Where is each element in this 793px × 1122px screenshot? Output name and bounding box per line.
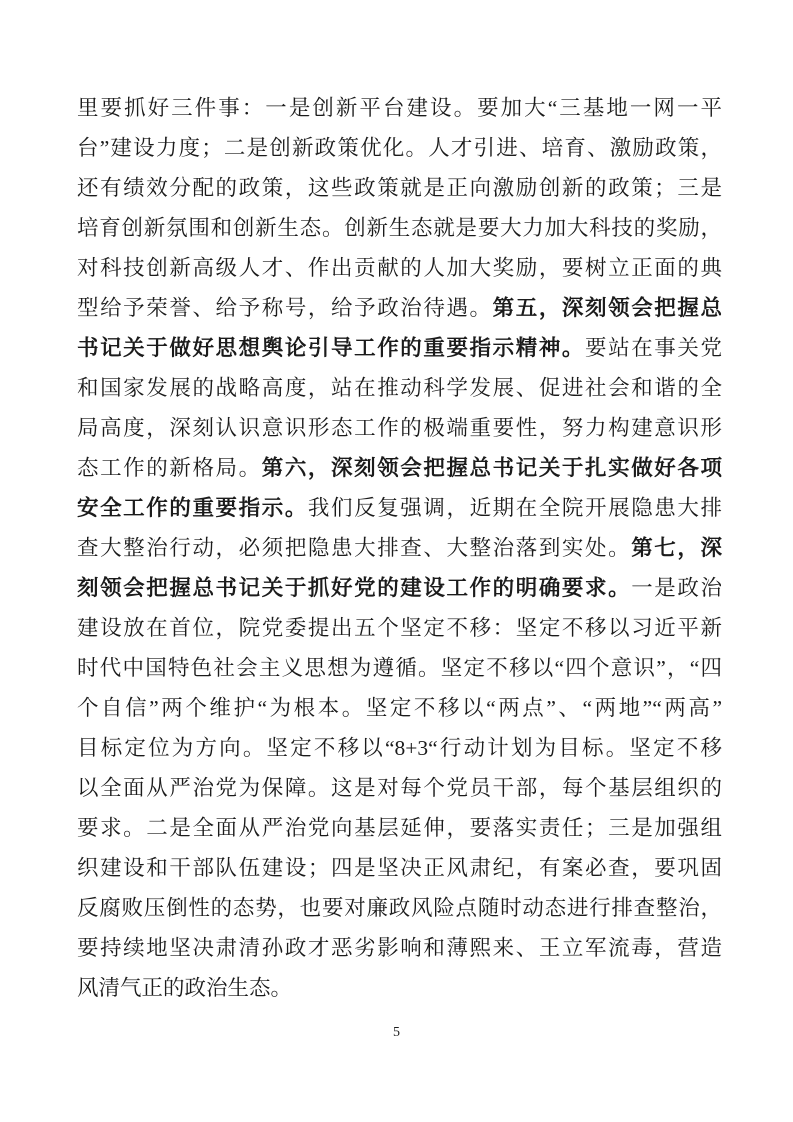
bold-text-segment: 第五，深刻领会把握总 — [492, 296, 722, 320]
text-line — [77, 88, 722, 128]
text-segment: 要持续地坚决肃清孙政才恶劣影响和薄熙来、王立军流毒，营造 — [77, 936, 722, 960]
text-segment: 目标定位为方向。坚定不移以“8+3“行动计划为目标。坚定不移 — [77, 736, 722, 760]
text-line — [77, 968, 722, 1008]
text-segment: 查大整治行动，必须把隐患大排查、大整治落到实处。 — [77, 536, 632, 560]
text-segment: 建设放在首位，院党委提出五个坚定不移：坚定不移以习近平新 — [77, 616, 722, 640]
text-line — [77, 688, 722, 728]
text-segment: 反腐败压倒性的态势，也要对廉政风险点随时动态进行排查整治， — [77, 896, 722, 920]
text-segment: 要求。二是全面从严治党向基层延伸，要落实责任；三是加强组 — [77, 816, 722, 840]
text-segment: 和国家发展的战略高度，站在推动科学发展、促进社会和谐的全 — [77, 376, 722, 400]
bold-text-segment: 第六，深刻领会把握总书记关于扎实做好各项 — [261, 456, 722, 480]
text-segment: 个自信”两个维护“为根本。坚定不移以“两点”、“两地”“两高” — [77, 696, 722, 720]
text-line — [77, 568, 722, 608]
text-segment: 培育创新氛围和创新生态。创新生态就是要大力加大科技的奖励， — [77, 216, 722, 240]
text-line — [77, 848, 722, 888]
text-line — [77, 888, 722, 928]
text-segment: 对科技创新高级人才、作出贡献的人加大奖励，要树立正面的典 — [77, 256, 722, 280]
text-line — [77, 488, 722, 528]
text-line — [77, 288, 722, 328]
page-number: 5 — [393, 1025, 400, 1040]
text-segment: 里要抓好三件事：一是创新平台建设。要加大“三基地一网一平 — [77, 96, 722, 120]
text-line — [77, 768, 722, 808]
text-line — [77, 168, 722, 208]
text-segment: 台”建设力度；二是创新政策优化。人才引进、培育、激励政策， — [77, 136, 722, 160]
text-segment: 态工作的新格局。 — [77, 456, 262, 480]
text-line — [77, 928, 722, 968]
text-segment: 风清气正的政治生态。 — [77, 976, 293, 1000]
text-line — [77, 128, 722, 168]
bold-text-segment: 刻领会把握总书记关于抓好党的建设工作的明确要求。 — [77, 576, 632, 600]
text-line — [77, 208, 722, 248]
text-line — [77, 368, 722, 408]
text-segment: 我们反复强调，近期在全院开展隐患大排 — [307, 496, 722, 520]
text-line — [77, 808, 722, 848]
text-line — [77, 448, 722, 488]
bold-text-segment: 第七，深 — [631, 536, 722, 560]
text-segment: 型给予荣誉、给予称号，给予政治待遇。 — [77, 296, 493, 320]
text-segment: 织建设和干部队伍建设；四是坚决正风肃纪，有案必查，要巩固 — [77, 856, 722, 880]
text-segment: 要站在事关党 — [585, 336, 722, 360]
text-segment: 时代中国特色社会主义思想为遵循。坚定不移以“四个意识”，“四 — [77, 656, 722, 680]
text-segment: 以全面从严治党为保障。这是对每个党员干部，每个基层组织的 — [77, 776, 722, 800]
text-line — [77, 328, 722, 368]
text-line — [77, 408, 722, 448]
text-segment: 一是政治 — [631, 576, 722, 600]
text-line — [77, 248, 722, 288]
text-line — [77, 648, 722, 688]
text-line — [77, 608, 722, 648]
bold-text-segment: 安全工作的重要指示。 — [77, 496, 308, 520]
text-line — [77, 528, 722, 568]
text-line — [77, 728, 722, 768]
text-segment: 还有绩效分配的政策，这些政策就是正向激励创新的政策；三是 — [77, 176, 722, 200]
document-body — [77, 88, 722, 1008]
bold-text-segment: 书记关于做好思想舆论引导工作的重要指示精神。 — [77, 336, 586, 360]
text-segment: 局高度，深刻认识意识形态工作的极端重要性，努力构建意识形 — [77, 416, 722, 440]
